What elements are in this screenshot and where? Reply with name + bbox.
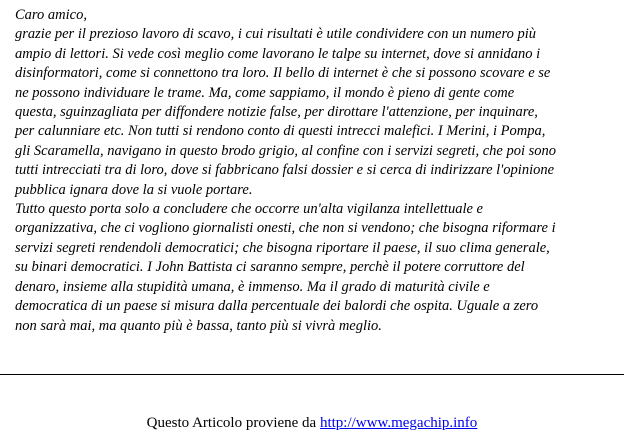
text-line: democratica di un paese si misura dalla percentuale dei balordi che ospita. Uguale a zero [15,298,539,315]
text-line: per calunniare etc. Non tutti si rendono conto di questi intrecci malefici. I Merini, i Pompa, [15,123,546,140]
text-line: denaro, insieme alla stupidità umana, è immenso. Ma il grado di maturità civile e [15,278,490,295]
footer-source-text: Questo Articolo proviene da [146,415,320,431]
text-line: Tutto questo porta solo a concludere che occorre un'alta vigilanza intellettuale e [15,201,483,218]
text-line: grazie per il prezioso lavoro di scavo, i cui risultati è utile condividere con un numero più [15,26,536,43]
text-line: disinformatori, come si connettono tra loro. Il bello di internet è che si possono scovare e se [15,65,551,82]
source-link[interactable]: http://www.megachip.info [319,415,478,431]
text-line: ne possono individuare le trame. Ma, come sappiamo, il mondo è pieno di gente come [15,84,515,101]
text-line: non sarà mai, ma quanto più è bassa, tanto più si vivrà meglio. [15,317,382,334]
footer [0,414,624,432]
text-line: tutti intrecciati tra di loro, dove si fabbricano falsi dossier e si cerca di indirizzare l'opinione [15,162,555,179]
article-body [15,6,615,336]
text-line: gli Scaramella, navigano in questo brodo grigio, al confine con i servizi segreti, che poi sono [15,142,557,159]
text-line: questa, sguinzagliata per diffondere notizie false, per dirottare l'attenzione, per inquinare, [15,104,538,121]
text-line: servizi segreti rendendoli democratici; che bisogna riportare il paese, il suo clima generale, [15,239,550,256]
text-line: pubblica ignara dove la si vuole portare. [15,181,253,198]
text-line: su binari democratici. I John Battista ci saranno sempre, perchè il potere corruttore del [15,259,525,276]
salutation-line: Caro amico, [15,7,87,23]
horizontal-divider [0,374,624,375]
text-line: organizzativa, che ci vogliono giornalisti onesti, che non si vendono; che bisogna riformare i [15,220,556,237]
text-line: ampio di lettori. Si vede così meglio come lavorano le talpe su internet, dove si annidano i [15,45,541,62]
